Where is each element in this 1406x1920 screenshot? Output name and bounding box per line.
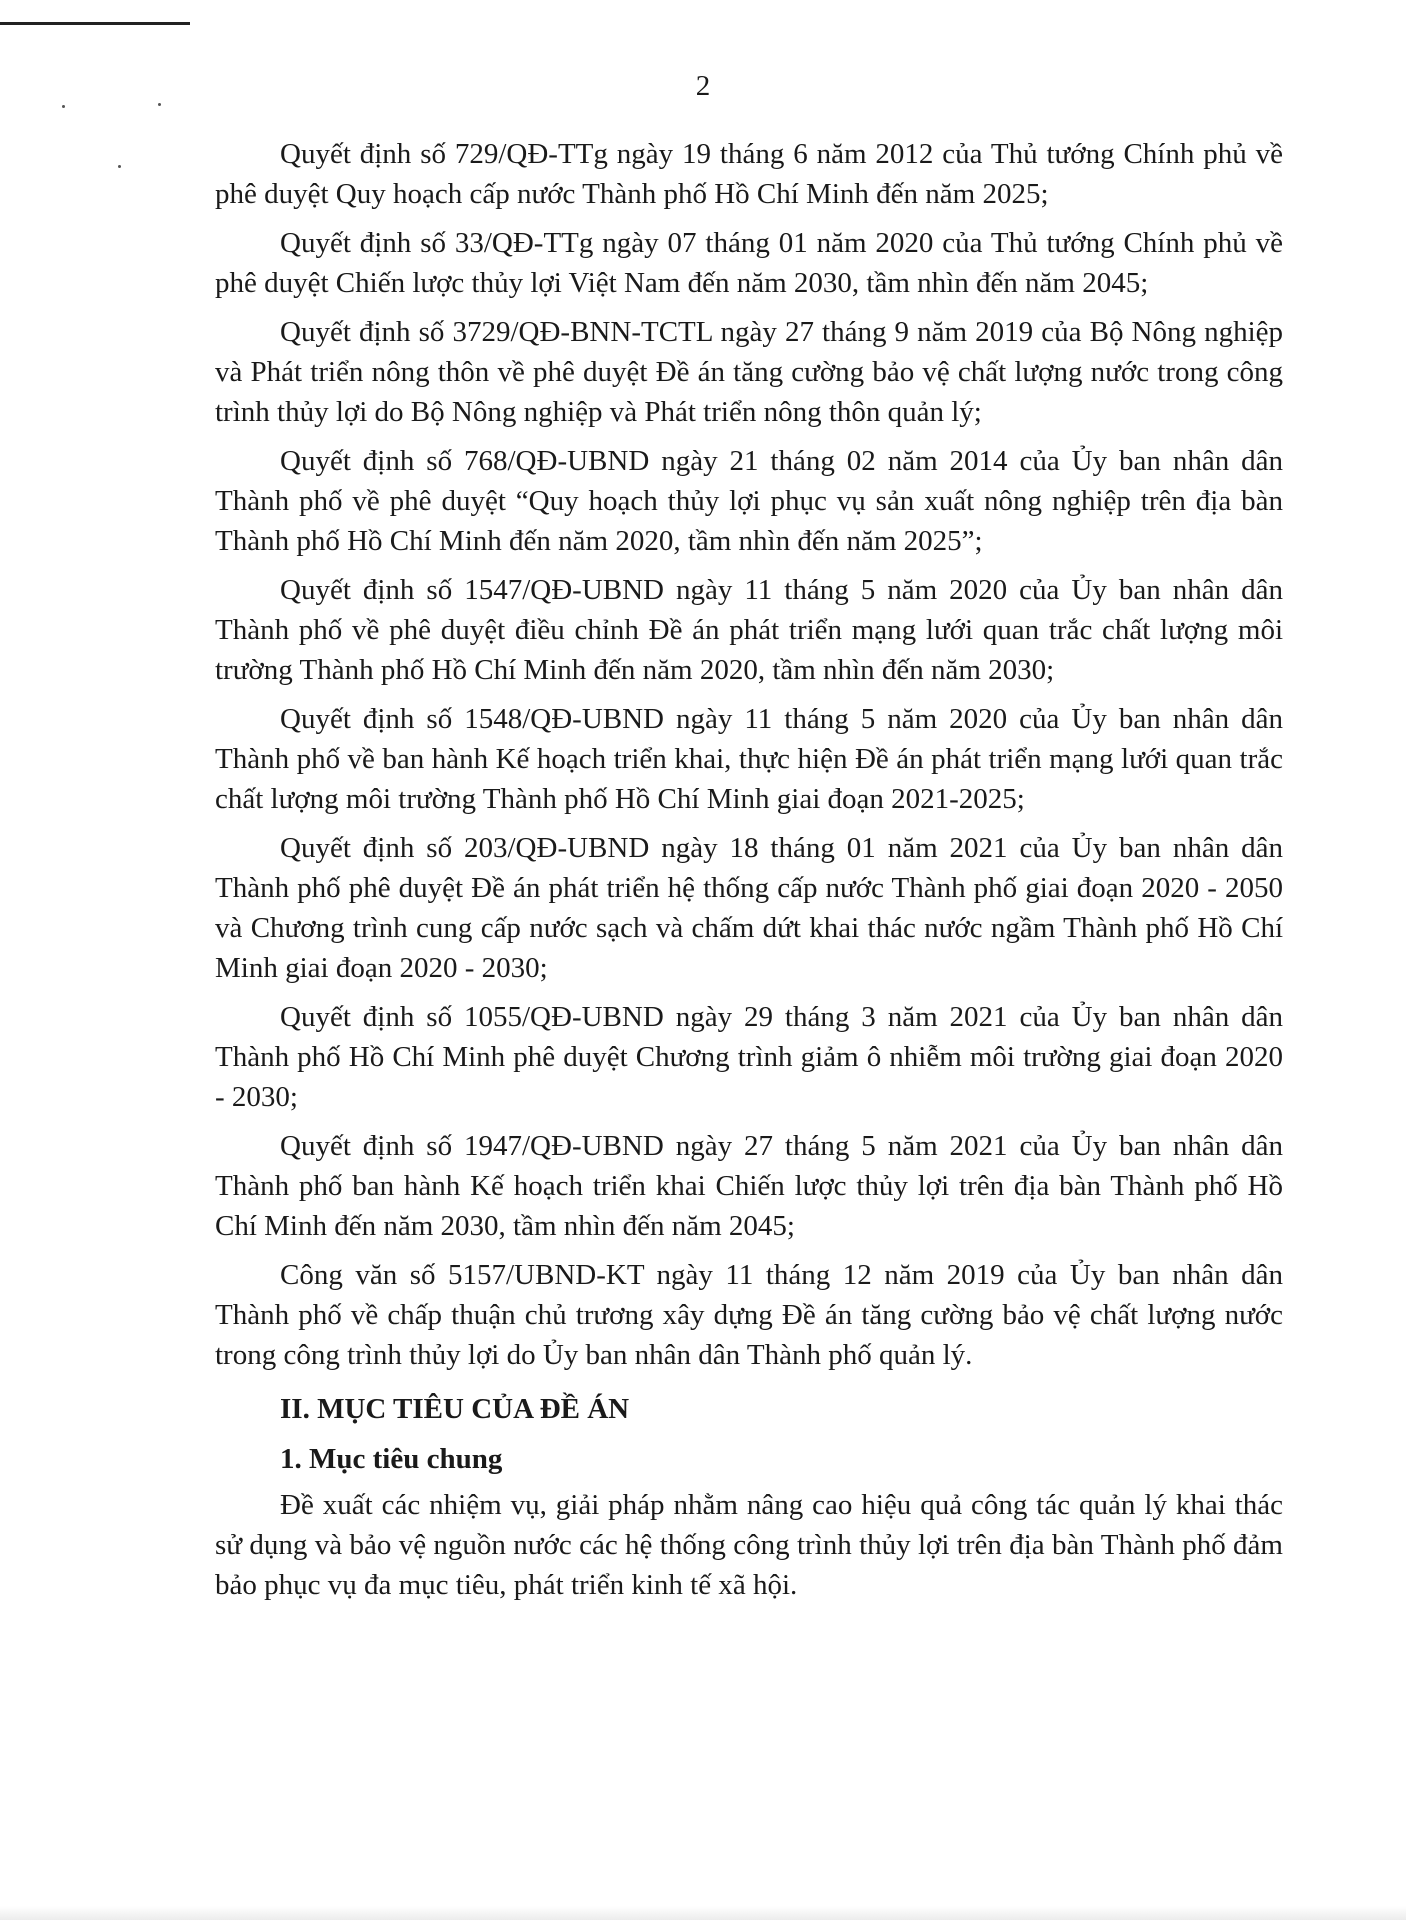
section-heading: II. MỤC TIÊU CỦA ĐỀ ÁN [280,1393,630,1425]
legal-basis-paragraph: Quyết định số 768/QĐ-UBND ngày 21 tháng 02 năm 2014 của Ủy ban nhân dân Thành phố về phê duyệt “Quy hoạch thủy lợi phục vụ sản xuất nông nghiệp trên địa bàn Thành phố Hồ Chí Minh đến năm 2020, tầm nhìn đến năm 2025”; [215,445,1283,557]
page-number: 2 [695,70,711,102]
legal-basis-paragraph: Quyết định số 1547/QĐ-UBND ngày 11 tháng 5 năm 2020 của Ủy ban nhân dân Thành phố về phê duyệt điều chỉnh Đề án phát triển mạng lưới quan trắc chất lượng môi trường Thành phố Hồ Chí Minh đến năm 2020, tầm nhìn đến năm 2030; [215,574,1283,686]
legal-basis-paragraph: Quyết định số 203/QĐ-UBND ngày 18 tháng 01 năm 2021 của Ủy ban nhân dân Thành phố phê duyệt Đề án phát triển hệ thống cấp nước Thành phố giai đoạn 2020 - 2050 và Chương trình cung cấp nước sạch và chấm dứt khai thác nước ngầm Thành phố Hồ Chí Minh giai đoạn 2020 - 2030; [215,832,1283,984]
legal-basis-paragraph: Quyết định số 729/QĐ-TTg ngày 19 tháng 6 năm 2012 của Thủ tướng Chính phủ về phê duyệt Quy hoạch cấp nước Thành phố Hồ Chí Minh đến năm 2025; [215,138,1283,210]
scan-bottom-edge [0,1906,1406,1920]
section-subheading: 1. Mục tiêu chung [280,1443,503,1475]
legal-basis-paragraph: Quyết định số 1055/QĐ-UBND ngày 29 tháng 3 năm 2021 của Ủy ban nhân dân Thành phố Hồ Chí Minh phê duyệt Chương trình giảm ô nhiễm môi trường giai đoạn 2020 - 2030; [215,1001,1283,1113]
section-body-paragraph: Đề xuất các nhiệm vụ, giải pháp nhằm nâng cao hiệu quả công tác quản lý khai thác sử dụng và bảo vệ nguồn nước các hệ thống công trình thủy lợi trên địa bàn Thành phố đảm bảo phục vụ đa mục tiêu, phát triển kinh tế xã hội. [215,1489,1283,1601]
legal-basis-paragraph: Quyết định số 1947/QĐ-UBND ngày 27 tháng 5 năm 2021 của Ủy ban nhân dân Thành phố ban hành Kế hoạch triển khai Chiến lược thủy lợi trên địa bàn Thành phố Hồ Chí Minh đến năm 2030, tầm nhìn đến năm 2045; [215,1130,1283,1242]
legal-basis-paragraph: Quyết định số 1548/QĐ-UBND ngày 11 tháng 5 năm 2020 của Ủy ban nhân dân Thành phố về ban hành Kế hoạch triển khai, thực hiện Đề án phát triển mạng lưới quan trắc chất lượng môi trường Thành phố Hồ Chí Minh giai đoạn 2021-2025; [215,703,1283,815]
legal-basis-paragraph: Quyết định số 33/QĐ-TTg ngày 07 tháng 01 năm 2020 của Thủ tướng Chính phủ về phê duyệt Chiến lược thủy lợi Việt Nam đến năm 2030, tầm nhìn đến năm 2045; [215,227,1283,299]
scan-speck [118,165,121,168]
document-body [215,134,1283,1614]
scan-speck [62,105,65,108]
legal-basis-paragraph: Quyết định số 3729/QĐ-BNN-TCTL ngày 27 tháng 9 năm 2019 của Bộ Nông nghiệp và Phát triển nông thôn về phê duyệt Đề án tăng cường bảo vệ chất lượng nước trong công trình thủy lợi do Bộ Nông nghiệp và Phát triển nông thôn quản lý; [215,316,1283,428]
scan-speck [158,103,161,106]
scan-edge-line [0,22,190,25]
legal-basis-paragraph: Công văn số 5157/UBND-KT ngày 11 tháng 12 năm 2019 của Ủy ban nhân dân Thành phố về chấp thuận chủ trương xây dựng Đề án tăng cường bảo vệ chất lượng nước trong công trình thủy lợi do Ủy ban nhân dân Thành phố quản lý. [215,1259,1283,1371]
